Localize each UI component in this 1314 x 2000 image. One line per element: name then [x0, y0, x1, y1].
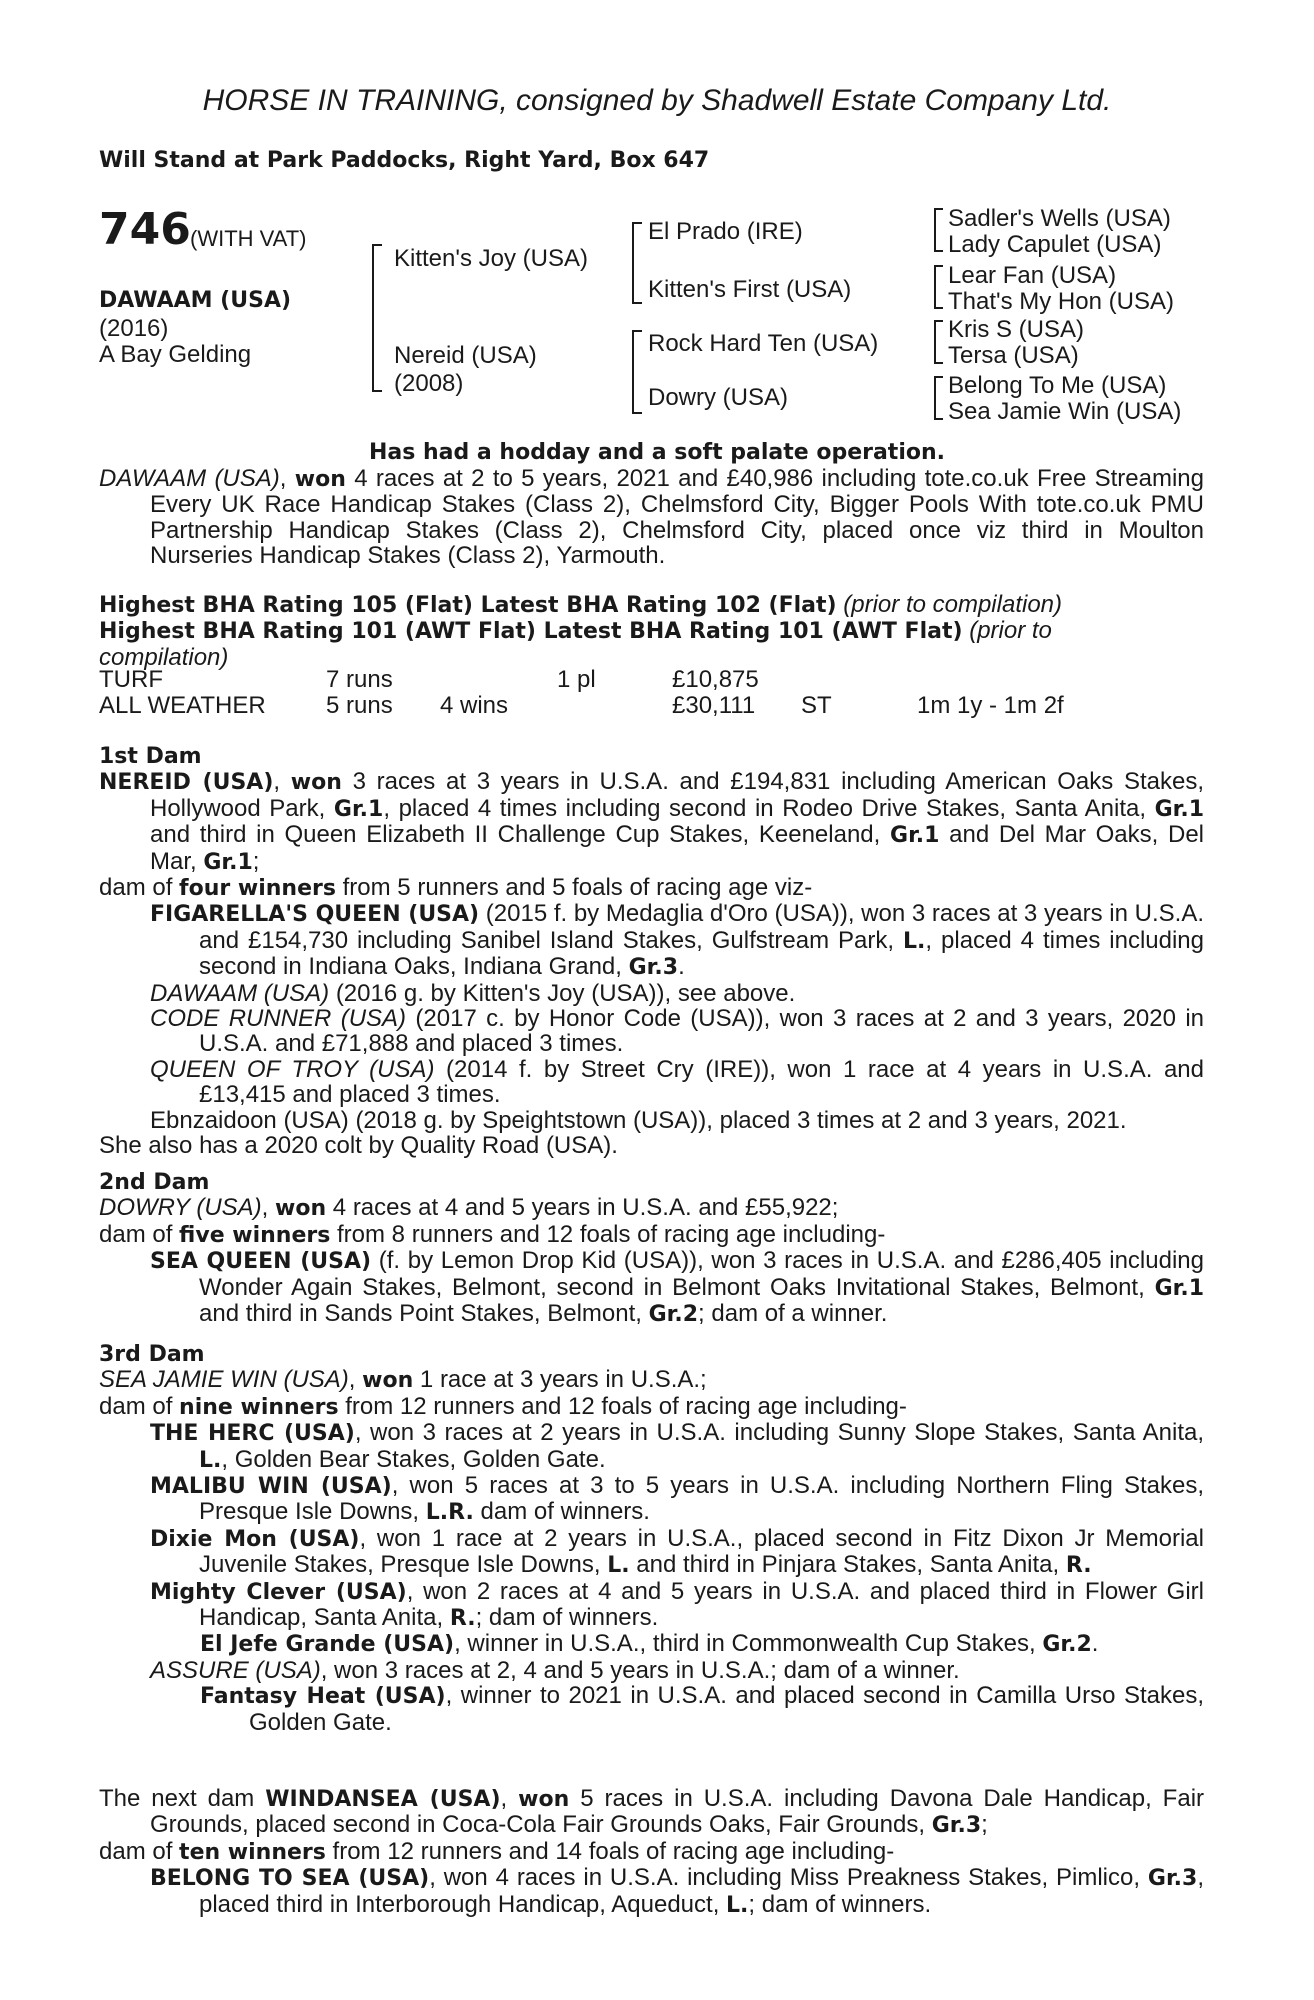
- progeny-text: ; dam of winners.: [475, 1604, 659, 1632]
- progeny-text: and third in Pinjara Stakes, Santa Anita,: [636, 1551, 1060, 1579]
- progeny-entry: [99, 901, 1204, 980]
- pedigree-brace: [372, 244, 382, 392]
- grade-label: Gr.1: [333, 796, 384, 822]
- pedigree-sire-dam: Kitten's First (USA): [648, 276, 852, 303]
- dam-text: ;: [252, 847, 260, 875]
- progeny-text: , won 5 races at 3 to 5 years in U.S.A. including Northern Fling Stakes, Presque Isle Downs,: [199, 1472, 1204, 1526]
- pedigree-sire: Kitten's Joy (USA): [394, 245, 588, 272]
- pedigree-g6: Tersa (USA): [948, 342, 1079, 369]
- record-wins: 4 wins: [440, 692, 509, 719]
- grade-label: Gr.1: [1154, 1275, 1204, 1301]
- dam-text: , placed 4 times including second in Rodeo Drive Stakes, Santa Anita,: [383, 794, 1146, 822]
- progeny-text: .: [1091, 1630, 1099, 1658]
- progeny-text: (2014 f. by Street Cry (IRE)), won 1 race at 4 years in U.S.A. and £13,415 and placed 3 times.: [199, 1055, 1205, 1109]
- progeny-name: THE HERC (USA): [150, 1421, 355, 1447]
- grade-label: R.: [449, 1606, 476, 1632]
- record-placed: 1 pl: [557, 666, 596, 693]
- progeny-text: dam of winners.: [480, 1498, 650, 1526]
- progeny-name: ASSURE (USA): [150, 1656, 321, 1684]
- progeny-name: SEA QUEEN (USA): [150, 1249, 372, 1275]
- progeny-text: and third in Sands Point Stakes, Belmont,: [199, 1300, 642, 1328]
- dam-of-text: from 12 runners and 14 foals of racing age including-: [332, 1837, 895, 1865]
- progeny-text: , winner to 2021 in U.S.A. and placed second in Camilla Urso Stakes, Golden Gate.: [249, 1682, 1204, 1736]
- progeny-text: , winner in U.S.A., third in Commonwealth Cup Stakes,: [454, 1630, 1036, 1658]
- grade-label: R.: [1065, 1553, 1092, 1579]
- dam-text: 3 races at 3 years in U.S.A. and £194,831 including American Oaks Stakes, Hollywood Park,: [150, 768, 1204, 822]
- dam-of-text: from 5 runners and 5 foals of racing age viz-: [342, 874, 813, 902]
- dam-of-label: dam of: [99, 1392, 173, 1420]
- grade-label: L.: [726, 1892, 749, 1918]
- dam-text: 1 race at 3 years in U.S.A.;: [419, 1366, 707, 1394]
- pedigree-g7: Belong To Me (USA): [948, 372, 1167, 399]
- rating-flat-note: (prior to compilation): [843, 591, 1063, 618]
- grade-label: L.R.: [425, 1500, 474, 1526]
- progeny-name: Mighty Clever (USA): [150, 1579, 407, 1605]
- dam-name: SEA JAMIE WIN (USA): [99, 1366, 349, 1394]
- progeny-text: (f. by Lemon Drop Kid (USA)), won 3 races in U.S.A. and £286,405 including Wonder Again Stakes, Belmont, second in Belmont Oaks Invitational Stakes, Belmont,: [199, 1247, 1204, 1301]
- winners-count: ten winners: [179, 1839, 326, 1865]
- progeny-text: (2016 g. by Kitten's Joy (USA)), see above.: [335, 979, 796, 1007]
- progeny-text: , placed third in Interborough Handicap, Aqueduct,: [199, 1864, 1204, 1918]
- grade-label: L.: [903, 928, 926, 954]
- progeny-text: , placed 4 times including second in Indiana Oaks, Indiana Grand,: [199, 926, 1204, 981]
- progeny-name: MALIBU WIN (USA): [150, 1474, 392, 1500]
- horse-year: (2016): [99, 315, 169, 342]
- progeny-name: BELONG TO SEA (USA): [150, 1866, 430, 1892]
- progeny-text: , won 2 races at 4 and 5 years in U.S.A. and placed third in Flower Girl Handicap, Santa Anita,: [199, 1577, 1204, 1632]
- first-dam-section: 1st Dam NEREID (USA), won 3 races at 3 years in U.S.A. and £194,831 including American Oaks Stakes, Hollywood Park, Gr.1, placed 4 times including second in Rodeo Drive Stakes, Santa Anita, Gr.1 and third in Queen Elizabeth II Challenge Cup Stakes, Keeneland, Gr.1 and Del Mar Oaks, Del Mar, Gr.1; dam of four winners from 5 runners and 5 foals of racing age viz- FIGARELLA'S QUEEN (USA) (2015 f. by Medaglia d'Oro (USA)), won 3 races at 3 years in U.S.A. and £154,730 including Sanibel Island Stakes, Gulfstream Park, L., placed 4 times including second in Indiana Oaks, Indiana Grand, Gr.3. DAWAAM (USA) (2016 g. by Kitten's Joy (USA)), see above. CODE RUNNER (USA) (2017 c. by Honor Code (USA)), won 3 races at 2 and 3 years, 2020 in U.S.A. and £71,888 and placed 3 times. QUEEN OF TROY (USA) (2014 f. by Street Cry (IRE)), won 1 race at 4 years in U.S.A. and £13,415 and placed 3 times. Ebnzaidoon (USA) (2018 g. by Speightstown (USA)), placed 3 times at 2 and 3 years, 2021. She also has a 2020 colt by Quality Road (USA).: [99, 744, 1205, 1160]
- dam-of-text: from 12 runners and 12 foals of racing age including-: [345, 1392, 907, 1420]
- progeny-name: Fantasy Heat (USA): [200, 1684, 446, 1710]
- winners-count: five winners: [179, 1222, 331, 1248]
- grade-label: L.: [607, 1553, 630, 1579]
- progeny-name: Dixie Mon (USA): [150, 1526, 360, 1552]
- progeny-entry: [99, 1631, 1204, 1657]
- pedigree-g3: Lear Fan (USA): [948, 262, 1117, 289]
- record-prize: £10,875: [672, 666, 759, 693]
- won-label: won: [294, 467, 346, 492]
- stand-location: Will Stand at Park Paddocks, Right Yard, Box 647: [99, 148, 710, 173]
- pedigree-g2: Lady Capulet (USA): [948, 231, 1162, 258]
- racing-text: 4 races at 2 to 5 years, 2021 and £40,986 including tote.co.uk Free Streaming Every UK Race Handicap Stakes (Class 2), Chelmsford City, Bigger Pools With tote.co.uk PMU Partnership Handicap Stakes (Class 2), Chelmsford City, placed once viz third in Moulton Nurseries Handicap Stakes (Class 2), Yarmouth.: [150, 465, 1205, 570]
- progeny-text: , Golden Bear Stakes, Golden Gate.: [221, 1445, 606, 1473]
- third-dam-section: 3rd Dam SEA JAMIE WIN (USA), won 1 race at 3 years in U.S.A.; dam of nine winners from 12 runners and 12 foals of racing age including- THE HERC (USA), won 3 races at 2 years in U.S.A. including Sunny Slope Stakes, Santa Anita, L., Golden Bear Stakes, Golden Gate. MALIBU WIN (USA), won 5 races at 3 to 5 years in U.S.A. including Northern Fling Stakes, Presque Isle Downs, L.R. dam of winners. Dixie Mon (USA), won 1 race at 2 years in U.S.A., placed second in Fitz Dixon Jr Memorial Juvenile Stakes, Presque Isle Downs, L. and third in Pinjara Stakes, Santa Anita, R. Mighty Clever (USA), won 2 races at 4 and 5 years in U.S.A. and placed third in Flower Girl Handicap, Santa Anita, R.; dam of winners. El Jefe Grande (USA), winner in U.S.A., third in Commonwealth Cup Stakes, Gr.2. ASSURE (USA), won 3 races at 2, 4 and 5 years in U.S.A.; dam of a winner. Fantasy Heat (USA), winner to 2021 in U.S.A. and placed second in Camilla Urso Stakes, Golden Gate.: [99, 1342, 1204, 1736]
- progeny-text: , won 3 races at 2, 4 and 5 years in U.S.A.; dam of a winner.: [320, 1656, 960, 1684]
- record-surface: TURF: [99, 666, 163, 693]
- pedigree-g4: That's My Hon (USA): [948, 288, 1174, 315]
- progeny-name: QUEEN OF TROY (USA): [150, 1055, 435, 1083]
- dam-text: and third in Queen Elizabeth II Challenge Cup Stakes, Keeneland,: [150, 821, 881, 849]
- progeny-text: ; dam of a winner.: [698, 1300, 888, 1328]
- progeny-name: El Jefe Grande (USA): [200, 1632, 455, 1658]
- dam-of-label: dam of: [99, 1220, 173, 1248]
- lot-number: 746: [99, 204, 191, 255]
- progeny-text: (2015 f. by Medaglia d'Oro (USA)), won 3 races at 3 years in U.S.A. and £154,730 including Sanibel Island Stakes, Gulfstream Park,: [199, 900, 1204, 954]
- pedigree-brace: [934, 265, 943, 309]
- dam-name: WINDANSEA (USA): [265, 1787, 501, 1812]
- grade-label: Gr.2: [648, 1302, 699, 1328]
- also-note: She also has a 2020 colt by Quality Road (USA).: [99, 1132, 618, 1160]
- section-heading: 1st Dam: [99, 744, 202, 769]
- horse-description: A Bay Gelding: [99, 341, 252, 368]
- progeny-entry: [99, 1248, 1204, 1327]
- grade-label: Gr.1: [1154, 796, 1205, 822]
- progeny-entry: [99, 1658, 1204, 1683]
- progeny-entry: [99, 1526, 1204, 1579]
- progeny-name: CODE RUNNER (USA): [150, 1005, 407, 1033]
- progeny-entry: [99, 1420, 1204, 1473]
- operation-note: Has had a hodday and a soft palate operation.: [369, 440, 945, 465]
- grade-label: Gr.2: [1042, 1632, 1092, 1658]
- pedigree-g8: Sea Jamie Win (USA): [948, 398, 1182, 425]
- section-heading: 2nd Dam: [99, 1170, 210, 1195]
- progeny-entry: [99, 1006, 1204, 1057]
- section-heading: 3rd Dam: [99, 1342, 205, 1367]
- grade-label: Gr.3: [931, 1813, 982, 1839]
- dam-text: ;: [981, 1811, 988, 1839]
- dam-of-text: from 8 runners and 12 foals of racing age including-: [337, 1220, 886, 1248]
- won-label: won: [362, 1368, 414, 1394]
- horse-name: DAWAAM (USA): [99, 288, 292, 313]
- pedigree-brace: [934, 376, 943, 420]
- progeny-text: , won 4 races in U.S.A. including Miss Preakness Stakes, Pimlico,: [429, 1864, 1141, 1892]
- progeny-name: DAWAAM (USA): [150, 979, 330, 1007]
- progeny-entry: [99, 1057, 1204, 1108]
- progeny-text: , won 3 races at 2 years in U.S.A. including Sunny Slope Stakes, Santa Anita,: [354, 1419, 1204, 1447]
- racing-record: DAWAAM (USA), won 4 races at 2 to 5 years, 2021 and £40,986 including tote.co.uk Free Streaming Every UK Race Handicap Stakes (Class 2), Chelmsford City, Bigger Pools With tote.co.uk PMU Partnership Handicap Stakes (Class 2), Chelmsford City, placed once viz third in Moulton Nurseries Handicap Stakes (Class 2), Yarmouth.: [99, 465, 1205, 570]
- progeny-entry: [99, 1579, 1204, 1632]
- grade-label: Gr.1: [890, 823, 940, 849]
- progeny-entry: [99, 1683, 1204, 1735]
- next-dam-label: The next dam: [99, 1785, 255, 1812]
- catalogue-title: HORSE IN TRAINING, consigned by Shadwell Estate Company Ltd.: [202, 84, 1112, 117]
- rating-awt-note: (prior to: [969, 617, 1052, 645]
- won-label: won: [290, 770, 342, 796]
- second-dam-section: 2nd Dam DOWRY (USA), won 4 races at 4 and 5 years in U.S.A. and £55,922; dam of five winners from 8 runners and 12 foals of racing age including- SEA QUEEN (USA) (f. by Lemon Drop Kid (USA)), won 3 races in U.S.A. and £286,405 including Wonder Again Stakes, Belmont, second in Belmont Oaks Invitational Stakes, Belmont, Gr.1 and third in Sands Point Stakes, Belmont, Gr.2; dam of a winner.: [99, 1170, 1204, 1328]
- dam-text: and Del Mar Oaks, Del Mar,: [150, 821, 1205, 875]
- progeny-entry: [99, 981, 1204, 1006]
- won-label: won: [518, 1787, 570, 1812]
- pedigree-g1: Sadler's Wells (USA): [948, 205, 1171, 232]
- record-surface: ALL WEATHER: [99, 692, 266, 719]
- ratings-block: [99, 592, 1204, 670]
- record-runs: 7 runs: [326, 666, 393, 693]
- dam-name: NEREID (USA): [99, 770, 274, 796]
- record-runs: 5 runs: [326, 692, 393, 719]
- record-code: ST: [801, 692, 832, 719]
- progeny-entry: [99, 1473, 1204, 1526]
- dam-of-label: dam of: [99, 874, 173, 902]
- record-distance: 1m 1y - 1m 2f: [917, 692, 1064, 719]
- rating-awt-note-cont: compilation): [99, 643, 229, 671]
- record-prize: £30,111: [672, 692, 756, 719]
- dam-of-label: dam of: [99, 1837, 173, 1865]
- progeny-entry: [99, 1865, 1204, 1918]
- pedigree-dam-year: (2008): [394, 370, 464, 397]
- next-dam-section: The next dam WINDANSEA (USA), won 5 races in U.S.A. including Davona Dale Handicap, Fair Grounds, placed second in Coca-Cola Fair Grounds Oaks, Fair Grounds, Gr.3; dam of ten winners from 12 runners and 14 foals of racing age including- BELONG TO SEA (USA), won 4 races in U.S.A. including Miss Preakness Stakes, Pimlico, Gr.3, placed third in Interborough Handicap, Aqueduct, L.; dam of winners.: [99, 1785, 1205, 1918]
- won-label: won: [275, 1196, 327, 1222]
- winners-count: four winners: [179, 876, 336, 902]
- vat-note: (WITH VAT): [190, 226, 307, 251]
- dam-name: DOWRY (USA): [99, 1194, 262, 1222]
- pedigree-dam: Nereid (USA): [394, 342, 537, 369]
- pedigree-sire-sire: El Prado (IRE): [648, 218, 803, 245]
- progeny-text: , won 1 race at 2 years in U.S.A., placed second in Fitz Dixon Jr Memorial Juvenile Stakes, Presque Isle Downs,: [199, 1524, 1204, 1579]
- progeny-name: FIGARELLA'S QUEEN (USA): [150, 902, 480, 928]
- progeny-text: .: [678, 953, 685, 981]
- rating-awt: Highest BHA Rating 101 (AWT Flat) Latest BHA Rating 101 (AWT Flat): [99, 619, 963, 645]
- grade-label: Gr.1: [203, 849, 253, 875]
- grade-label: Gr.3: [628, 955, 679, 981]
- dam-text: 5 races in U.S.A. including Davona Dale Handicap, Fair Grounds, placed second in Coca-Cola Fair Grounds Oaks, Fair Grounds,: [150, 1785, 1205, 1839]
- pedigree-brace: [632, 222, 642, 304]
- pedigree-brace: [934, 208, 943, 252]
- pedigree-dam-dam: Dowry (USA): [648, 384, 789, 411]
- grade-label: Gr.3: [1147, 1866, 1198, 1892]
- grade-label: L.: [199, 1447, 222, 1473]
- pedigree-dam-sire: Rock Hard Ten (USA): [648, 330, 879, 357]
- pedigree-brace: [632, 330, 642, 414]
- rating-flat: Highest BHA Rating 105 (Flat) Latest BHA Rating 102 (Flat): [99, 593, 837, 618]
- pedigree-g5: Kris S (USA): [948, 316, 1085, 343]
- pedigree-brace: [934, 320, 943, 364]
- progeny-text: ; dam of winners.: [748, 1890, 932, 1918]
- winners-count: nine winners: [179, 1394, 339, 1420]
- progeny-text: (2017 c. by Honor Code (USA)), won 3 races at 2 and 3 years, 2020 in U.S.A. and £71,888 and placed 3 times.: [199, 1005, 1204, 1058]
- horse-name-ref: DAWAAM (USA): [99, 465, 280, 492]
- progeny-entry: Ebnzaidoon (USA) (2018 g. by Speightstown (USA)), placed 3 times at 2 and 3 years, 2021.: [150, 1106, 1127, 1134]
- dam-text: 4 races at 4 and 5 years in U.S.A. and £55,922;: [332, 1194, 839, 1222]
